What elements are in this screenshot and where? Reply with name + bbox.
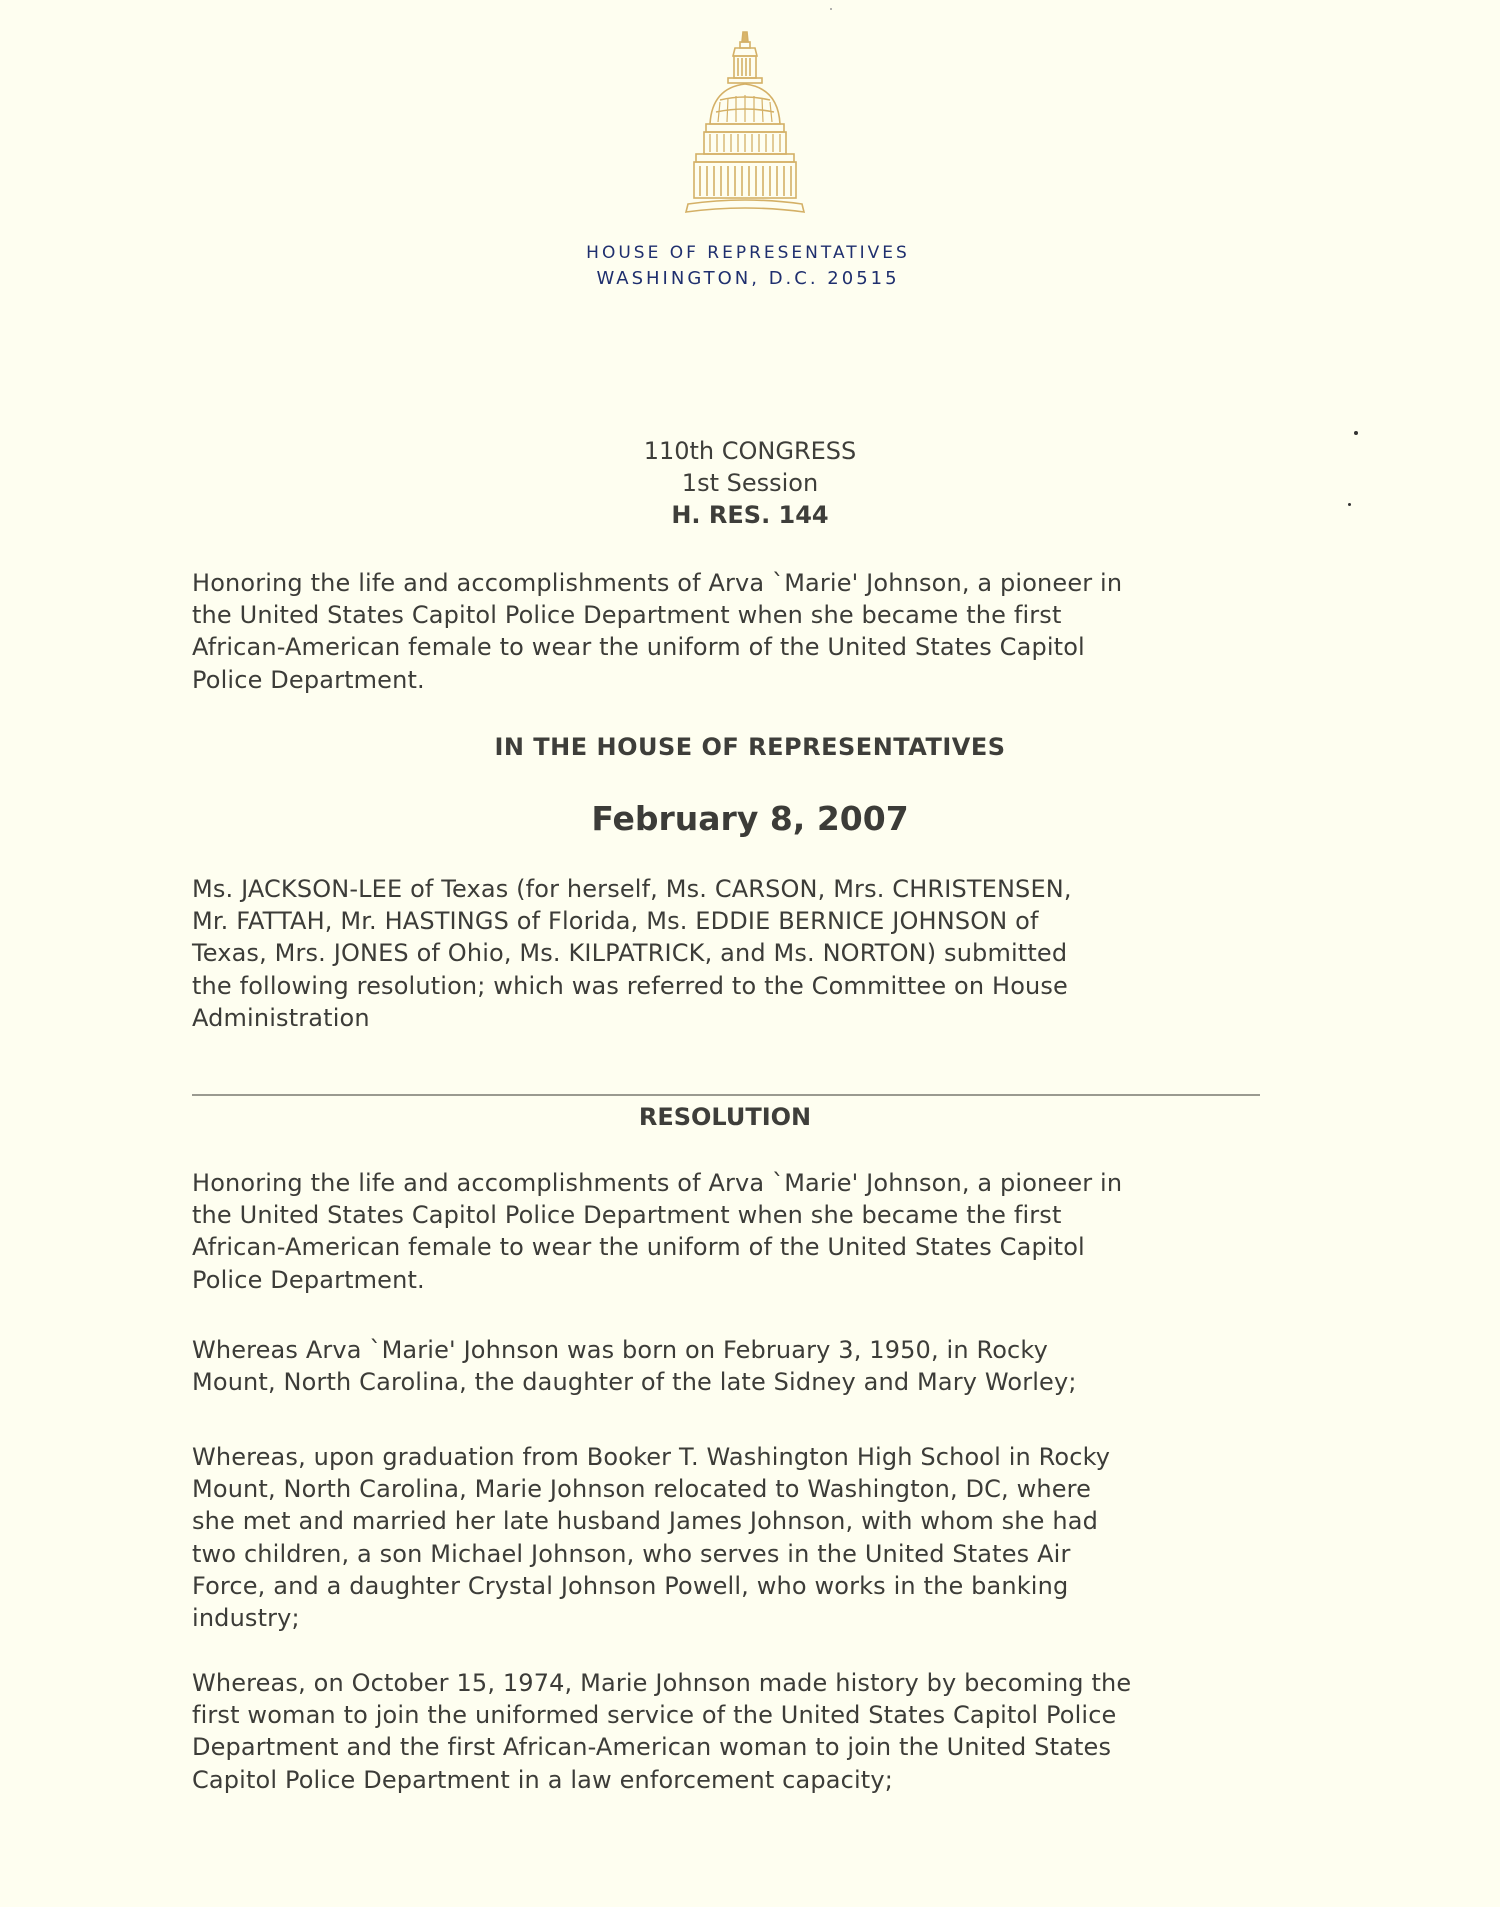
sponsors-line: Mr. FATTAH, Mr. HASTINGS of Florida, Ms. EDDIE BERNICE JOHNSON of xyxy=(192,907,1039,936)
scan-speck xyxy=(830,8,832,10)
sponsors-line: Administration xyxy=(192,1003,370,1032)
whereas-line: Whereas, on October 15, 1974, Marie Johnson made history by becoming the xyxy=(192,1669,1132,1697)
resolution-summary-line: Honoring the life and accomplishments of Arva `Marie' Johnson, a pioneer in xyxy=(192,1169,1123,1197)
sponsors-paragraph xyxy=(192,873,1272,1034)
whereas-line: Whereas, upon graduation from Booker T. Washington High School in Rocky xyxy=(192,1443,1111,1471)
whereas-line: two children, a son Michael Johnson, who serves in the United States Air xyxy=(192,1539,1071,1568)
whereas-line: she met and married her late husband James Johnson, with whom she had xyxy=(192,1507,1098,1536)
whereas-line: Department and the first African-American woman to join the United States xyxy=(192,1733,1112,1762)
summary-line: Police Department. xyxy=(192,665,425,694)
capitol-dome-icon xyxy=(680,28,810,218)
resolution-summary-line: African-American female to wear the uniform of the United States Capitol xyxy=(192,1233,1085,1262)
resolution-summary-paragraph xyxy=(192,1167,1272,1296)
sponsors-line: the following resolution; which was referred to the Committee on House xyxy=(192,971,1068,1000)
sponsors-line: Ms. JACKSON-LEE of Texas (for herself, Ms. CARSON, Mrs. CHRISTENSEN, xyxy=(192,875,1072,903)
sponsors-line: Texas, Mrs. JONES of Ohio, Ms. KILPATRICK, and Ms. NORTON) submitted xyxy=(192,939,1068,968)
whereas-line: Capitol Police Department in a law enforcement capacity; xyxy=(192,1765,893,1794)
whereas-clause-3 xyxy=(192,1667,1272,1796)
resolution-title: RESOLUTION xyxy=(638,1103,812,1131)
summary-line: African-American female to wear the uniform of the United States Capitol xyxy=(192,633,1085,662)
whereas-line: Mount, North Carolina, Marie Johnson relocated to Washington, DC, where xyxy=(192,1475,1092,1504)
chamber-heading: IN THE HOUSE OF REPRESENTATIVES xyxy=(494,733,1006,761)
introduction-date: February 8, 2007 xyxy=(591,799,909,838)
summary-line: the United States Capitol Police Department when she became the first xyxy=(192,601,1062,630)
whereas-clause-1 xyxy=(192,1334,1272,1398)
scan-speck xyxy=(1354,431,1358,435)
whereas-clause-2 xyxy=(192,1441,1272,1634)
whereas-line: Force, and a daughter Crystal Johnson Powell, who works in the banking xyxy=(192,1571,1069,1600)
resolution-summary-line: Police Department. xyxy=(192,1265,425,1294)
whereas-line: Whereas Arva `Marie' Johnson was born on February 3, 1950, in Rocky xyxy=(192,1336,1048,1364)
whereas-line: Mount, North Carolina, the daughter of the late Sidney and Mary Worley; xyxy=(192,1368,1077,1397)
summary-line: Honoring the life and accomplishments of Arva `Marie' Johnson, a pioneer in xyxy=(192,569,1123,597)
resolution-number: H. RES. 144 xyxy=(671,501,829,529)
resolution-summary-line: the United States Capitol Police Department when she became the first xyxy=(192,1201,1062,1230)
congress-label: 110th CONGRESS xyxy=(643,437,857,465)
summary-paragraph xyxy=(192,567,1272,696)
scan-speck xyxy=(1348,503,1351,506)
whereas-line: industry; xyxy=(192,1604,300,1633)
letterhead-chamber: HOUSE OF REPRESENTATIVES xyxy=(586,243,910,263)
session-label: 1st Session xyxy=(681,469,819,497)
section-divider xyxy=(192,1094,1260,1096)
capitol-dome-seal xyxy=(680,28,810,218)
letterhead-address: WASHINGTON, D.C. 20515 xyxy=(596,268,900,289)
whereas-line: first woman to join the uniformed service of the United States Capitol Police xyxy=(192,1701,1117,1730)
